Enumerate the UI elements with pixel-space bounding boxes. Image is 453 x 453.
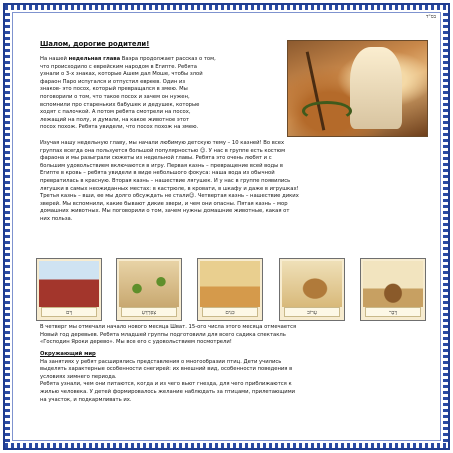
- plagues-line: зверей. Мы вспомнили, какие бывают дикие звери, и чем они опасны. Пятая казнь – мор: [40, 200, 288, 207]
- plagues-line: превратилась в красную. Вторая казнь – нашествие лягушек. И у нас в группе появились: [40, 177, 291, 184]
- intro-line: посох похож. Ребята увидели, что посох похож на змею.: [40, 124, 199, 131]
- card-caption: דֶּבֶר: [389, 310, 397, 316]
- plagues-line: лягушки в самых неожиданных местах: в кастрюле, в кровати, в шкафу и даже в игрушках!: [40, 185, 299, 192]
- card-caption: דָּם: [65, 310, 73, 316]
- corner-mark: בס"ד: [426, 14, 436, 20]
- intro-emphasis: недельная глава: [68, 56, 121, 62]
- card-caption: עָרוֹב: [307, 310, 317, 316]
- card-lice: [197, 258, 263, 321]
- plagues-line: домашних животных. Мы поговорили о том, зачем нужны домашние животные, какая от: [40, 208, 290, 215]
- card-pestilence: [360, 258, 426, 321]
- intro-line: фараон Паро испугался и отпустил евреев. Один из: [40, 78, 186, 85]
- shvat-paragraph: [40, 324, 426, 347]
- intro-line: знаков- это посох, который превращался в змею. Мы: [40, 86, 188, 93]
- shvat-line: В четверг мы отмечали начало нового месяца Шват. 15-ого числа этого месяца отмечается: [40, 324, 297, 330]
- world-section: [40, 351, 426, 404]
- intro-paragraph: [40, 56, 286, 132]
- card-caption: כִּנִּים: [225, 310, 235, 316]
- world-heading: Окружающий мир: [40, 351, 96, 357]
- intro-line: ходят с палочкой. А потом ребята смотрели на посох,: [40, 109, 191, 116]
- intro-line: На нашей недельная глава Ваэра продолжает рассказ о том,: [40, 56, 216, 62]
- card-lice-scene: [200, 261, 260, 307]
- card-blood-scene: [39, 261, 99, 307]
- card-frogs-scene: [119, 261, 179, 307]
- plague-cards-row: [36, 258, 428, 322]
- plagues-line: большим удовольствием включаются в игру. Первая казнь – превращение всей воды в: [40, 162, 284, 169]
- plagues-line: Изучая нашу недельную главу, мы начали любимую детскую тему – 10 казней! Во всех: [40, 140, 285, 146]
- card-blood: [36, 258, 102, 321]
- plagues-line: группах всегда она пользуется большой популярностью ☺. У нас в группе есть костюм: [40, 147, 286, 154]
- intro-line: узнали о 3-х знаках, которые Ашем дал Моше, чтобы злой: [40, 71, 203, 78]
- shvat-line: Новый год деревьев. Ребята младшей группы подготовили для всего садика спектакль: [40, 331, 286, 338]
- world-line: жилью человека. У детей формировалось желание наблюдать за птицами, прилетающими: [40, 388, 296, 395]
- world-line: Ребята узнали, чем они питаются, когда и из чего вьют гнезда, для чего приближаются к: [40, 381, 292, 388]
- plagues-line: Египте в кровь – ребята увидели в виде небольшого фокуса: наша вода из обычной: [40, 170, 275, 177]
- card-caption: צְפַרְדֵּעַ: [141, 310, 157, 316]
- moses-staff-illustration: [287, 40, 428, 137]
- world-line: условиях зимнего периода.: [40, 373, 117, 380]
- shvat-line: «Господин Яроки дерево». Мы все его с удовольствием посмотрели!: [40, 339, 232, 346]
- world-line: На занятиях у ребят расширялись представления о многообразии птиц. Дети учились: [40, 358, 282, 365]
- card-pestilence-scene: [363, 261, 423, 307]
- world-line: выделять характерные особенности снегирей: их внешний вид, особенности поведения в: [40, 366, 293, 373]
- card-frogs: [116, 258, 182, 321]
- world-line: на участок, и подкармливать их.: [40, 396, 132, 403]
- greeting-heading: Шалом, дорогие родители!: [40, 40, 150, 48]
- intro-line: поговорили о том, что такое посох и зачем он нужен,: [40, 93, 190, 100]
- snake-shape: [302, 101, 352, 121]
- figure-shape: [350, 47, 402, 129]
- card-wild-beasts-scene: [282, 261, 342, 307]
- plagues-line: фараона и мы разыграли сюжеты из недельной главы. Ребята это очень любят и с: [40, 155, 272, 162]
- intro-line: лежащий на полу, и думали, на какое животное этот: [40, 116, 190, 123]
- intro-line: что происходило с еврейским народом в Египте. Ребята: [40, 63, 197, 70]
- card-wild-beasts: [279, 258, 345, 321]
- plagues-line: них польза.: [40, 215, 73, 222]
- intro-line: вспомнили про стареньких бабушек и дедушек, которые: [40, 101, 200, 108]
- plagues-paragraph: [40, 140, 426, 224]
- plagues-line: Третья казнь – вши, ее мы долго обсуждать не стали☺. Четвертая казнь – нашествие диких: [40, 193, 299, 200]
